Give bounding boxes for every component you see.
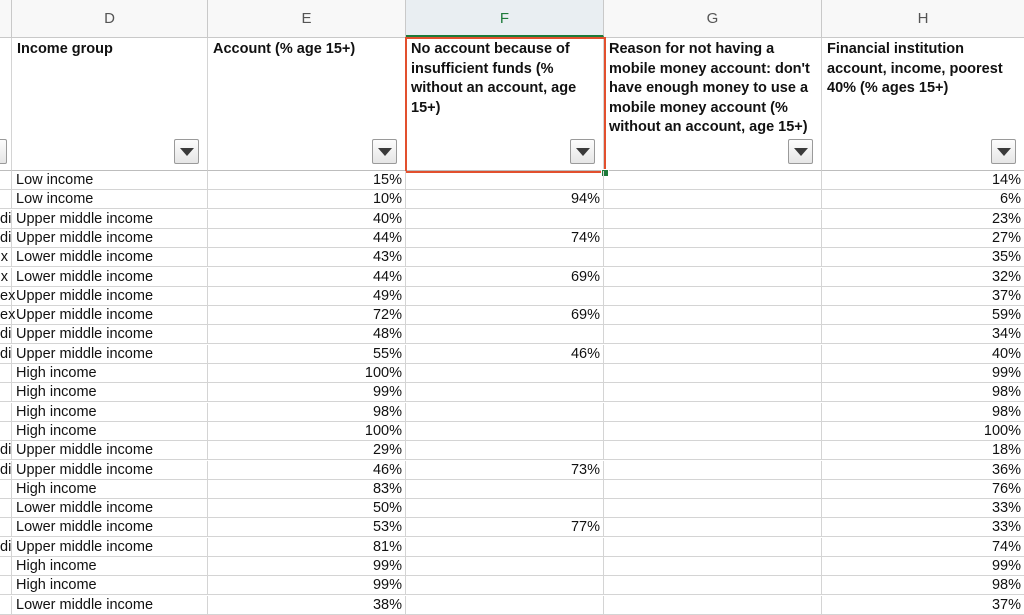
cell-no-account-insufficient-funds[interactable]: 74% [406, 229, 604, 248]
filter-button-g[interactable] [788, 139, 813, 164]
header-label-income-group: Income group [17, 41, 113, 57]
cell-mobile-money-reason[interactable] [604, 248, 822, 267]
cell-account[interactable]: 38% [208, 596, 406, 615]
cell-financial-institution-poorest[interactable]: 98% [822, 576, 1024, 595]
cell-income-group[interactable]: Lower middle income [12, 518, 208, 537]
cell-no-account-insufficient-funds[interactable] [406, 364, 604, 383]
cell-financial-institution-poorest[interactable]: 37% [822, 287, 1024, 306]
cell-account[interactable]: 50% [208, 499, 406, 518]
column-header-g[interactable]: G [604, 0, 822, 37]
cell-mobile-money-reason[interactable] [604, 518, 822, 537]
cell-col-c[interactable]: di [0, 461, 12, 478]
cell-mobile-money-reason[interactable] [604, 325, 822, 344]
cell-account[interactable]: 40% [208, 210, 406, 229]
table-row [0, 171, 1024, 190]
cell-financial-institution-poorest[interactable]: 18% [822, 441, 1024, 460]
cell-financial-institution-poorest[interactable]: 59% [822, 306, 1024, 325]
filter-dropdown-icon [180, 148, 194, 156]
cell-income-group[interactable]: High income [12, 383, 208, 402]
cell-financial-institution-poorest[interactable]: 99% [822, 557, 1024, 576]
cell-col-c[interactable] [0, 518, 12, 537]
filter-button-e[interactable] [372, 139, 397, 164]
cell-mobile-money-reason[interactable] [604, 422, 822, 441]
cell-mobile-money-reason[interactable] [604, 229, 822, 248]
table-row [0, 190, 1024, 209]
cell-financial-institution-poorest[interactable]: 34% [822, 325, 1024, 344]
cell-account[interactable]: 99% [208, 383, 406, 402]
table-row [0, 325, 1024, 344]
cell-mobile-money-reason[interactable] [604, 345, 822, 364]
cell-no-account-insufficient-funds[interactable]: 69% [406, 268, 604, 287]
table-row [0, 403, 1024, 422]
cell-no-account-insufficient-funds[interactable]: 77% [406, 518, 604, 537]
cell-income-group[interactable]: High income [12, 364, 208, 383]
cell-income-group[interactable]: Lower middle income [12, 268, 208, 287]
cell-financial-institution-poorest[interactable]: 33% [822, 499, 1024, 518]
cell-mobile-money-reason[interactable] [604, 171, 822, 190]
cell-no-account-insufficient-funds[interactable]: 73% [406, 461, 604, 480]
column-header-d[interactable]: D [12, 0, 208, 37]
cell-financial-institution-poorest[interactable]: 32% [822, 268, 1024, 287]
cell-income-group[interactable]: Upper middle income [12, 345, 208, 364]
cell-income-group[interactable]: Low income [12, 190, 208, 209]
cell-no-account-insufficient-funds[interactable] [406, 480, 604, 499]
cell-income-group[interactable]: Lower middle income [12, 248, 208, 267]
cell-col-c[interactable] [0, 480, 12, 499]
column-header-f[interactable]: F [406, 0, 604, 37]
column-header-e[interactable]: E [208, 0, 406, 37]
cell-no-account-insufficient-funds[interactable] [406, 499, 604, 518]
cell-income-group[interactable]: High income [12, 422, 208, 441]
cell-no-account-insufficient-funds[interactable] [406, 403, 604, 422]
cell-account[interactable]: 29% [208, 441, 406, 460]
cell-mobile-money-reason[interactable] [604, 190, 822, 209]
cell-mobile-money-reason[interactable] [604, 383, 822, 402]
cell-financial-institution-poorest[interactable]: 37% [822, 596, 1024, 615]
cell-mobile-money-reason[interactable] [604, 441, 822, 460]
cell-col-c[interactable] [0, 499, 12, 518]
cell-financial-institution-poorest[interactable]: 100% [822, 422, 1024, 441]
table-row [0, 248, 1024, 267]
cell-col-c[interactable]: x [0, 248, 12, 267]
cell-mobile-money-reason[interactable] [604, 596, 822, 615]
cell-col-c[interactable] [0, 383, 12, 402]
cell-account[interactable]: 72% [208, 306, 406, 325]
header-label-financial-institution-poorest: Financial institution account, income, poorest 40% (% ages 15+) [827, 41, 1003, 96]
table-row [0, 480, 1024, 499]
column-header-row [0, 0, 1024, 38]
cell-col-c[interactable] [0, 403, 12, 422]
cell-col-c[interactable] [0, 422, 12, 441]
cell-mobile-money-reason[interactable] [604, 210, 822, 229]
cell-financial-institution-poorest[interactable]: 35% [822, 248, 1024, 267]
cell-income-group[interactable]: Upper middle income [12, 210, 208, 229]
cell-income-group[interactable]: Low income [12, 171, 208, 190]
cell-financial-institution-poorest[interactable]: 40% [822, 345, 1024, 364]
filter-button-d[interactable] [174, 139, 199, 164]
column-header-c-partial[interactable] [0, 0, 12, 37]
cell-mobile-money-reason[interactable] [604, 538, 822, 557]
table-row [0, 229, 1024, 248]
cell-mobile-money-reason[interactable] [604, 364, 822, 383]
table-row [0, 268, 1024, 287]
table-row [0, 287, 1024, 306]
cell-col-c[interactable]: di [0, 345, 12, 362]
header-cell-mobile-money-reason[interactable] [604, 38, 822, 171]
header-cell-financial-institution-poorest[interactable] [822, 38, 1024, 171]
table-row [0, 461, 1024, 480]
cell-account[interactable]: 44% [208, 268, 406, 287]
cell-income-group[interactable]: Upper middle income [12, 287, 208, 306]
header-label-no-account-insufficient-funds: No account because of insufficient funds (% without an account, age 15+) [411, 41, 577, 116]
cell-col-c[interactable]: di [0, 326, 12, 343]
cell-mobile-money-reason[interactable] [604, 557, 822, 576]
cell-income-group[interactable]: High income [12, 576, 208, 595]
cell-financial-institution-poorest[interactable]: 76% [822, 480, 1024, 499]
cell-no-account-insufficient-funds[interactable]: 46% [406, 345, 604, 364]
table-row [0, 518, 1024, 537]
filter-dropdown-icon [997, 148, 1011, 156]
cell-financial-institution-poorest[interactable]: 27% [822, 229, 1024, 248]
cell-financial-institution-poorest[interactable]: 33% [822, 518, 1024, 537]
header-label-account: Account (% age 15+) [213, 41, 356, 57]
cell-no-account-insufficient-funds[interactable] [406, 576, 604, 595]
header-cell-c-partial[interactable] [0, 38, 12, 171]
cell-mobile-money-reason[interactable] [604, 403, 822, 422]
cell-col-c[interactable] [0, 576, 12, 595]
cell-income-group[interactable]: Upper middle income [12, 229, 208, 248]
cell-income-group[interactable]: High income [12, 403, 208, 422]
cell-col-c[interactable] [0, 190, 12, 209]
cell-account[interactable]: 98% [208, 403, 406, 422]
cell-no-account-insufficient-funds[interactable] [406, 325, 604, 344]
cell-account[interactable]: 100% [208, 422, 406, 441]
table-row [0, 422, 1024, 441]
cell-income-group[interactable]: Lower middle income [12, 596, 208, 615]
cell-income-group[interactable]: Lower middle income [12, 499, 208, 518]
cell-income-group[interactable]: Upper middle income [12, 461, 208, 480]
cell-account[interactable]: 55% [208, 345, 406, 364]
cell-income-group[interactable]: Upper middle income [12, 306, 208, 325]
cell-financial-institution-poorest[interactable]: 74% [822, 538, 1024, 557]
table-row [0, 557, 1024, 576]
cell-financial-institution-poorest[interactable]: 6% [822, 190, 1024, 209]
cell-no-account-insufficient-funds[interactable]: 94% [406, 190, 604, 209]
cell-mobile-money-reason[interactable] [604, 268, 822, 287]
cell-no-account-insufficient-funds[interactable] [406, 383, 604, 402]
header-cell-account[interactable] [208, 38, 406, 171]
cell-financial-institution-poorest[interactable]: 36% [822, 461, 1024, 480]
cell-col-c[interactable] [0, 171, 12, 190]
cell-no-account-insufficient-funds[interactable] [406, 422, 604, 441]
filter-dropdown-icon [794, 148, 808, 156]
cell-account[interactable]: 99% [208, 557, 406, 576]
table-row [0, 383, 1024, 402]
table-row [0, 345, 1024, 364]
filter-button-c[interactable] [0, 139, 7, 164]
cell-no-account-insufficient-funds[interactable] [406, 557, 604, 576]
cell-col-c[interactable] [0, 557, 12, 576]
table-row [0, 538, 1024, 557]
cell-mobile-money-reason[interactable] [604, 287, 822, 306]
table-row [0, 441, 1024, 460]
cell-col-c[interactable]: di [0, 442, 12, 459]
cell-no-account-insufficient-funds[interactable] [406, 287, 604, 306]
cell-account[interactable]: 49% [208, 287, 406, 306]
cell-mobile-money-reason[interactable] [604, 461, 822, 480]
table-row [0, 576, 1024, 595]
filter-button-h[interactable] [991, 139, 1016, 164]
cell-income-group[interactable]: Upper middle income [12, 325, 208, 344]
column-header-h[interactable]: H [917, 10, 929, 27]
cell-account[interactable]: 44% [208, 229, 406, 248]
cell-account[interactable]: 46% [208, 461, 406, 480]
cell-income-group[interactable]: Upper middle income [12, 538, 208, 557]
cell-col-c[interactable]: ex [0, 287, 16, 304]
header-label-mobile-money-reason: Reason for not having a mobile money account: don't have enough money to use a mobile money account (% without an account, age 15+) [609, 41, 810, 135]
cell-col-c[interactable]: di [0, 229, 12, 246]
cell-no-account-insufficient-funds[interactable] [406, 596, 604, 615]
cell-no-account-insufficient-funds[interactable] [406, 441, 604, 460]
cell-col-c[interactable]: di [0, 210, 12, 227]
cell-account[interactable]: 81% [208, 538, 406, 557]
cell-account[interactable]: 53% [208, 518, 406, 537]
cell-mobile-money-reason[interactable] [604, 576, 822, 595]
cell-no-account-insufficient-funds[interactable] [406, 171, 604, 190]
cell-financial-institution-poorest[interactable]: 98% [822, 403, 1024, 422]
cell-financial-institution-poorest[interactable]: 14% [822, 171, 1024, 190]
cell-income-group[interactable]: High income [12, 557, 208, 576]
table-row [0, 499, 1024, 518]
cell-income-group[interactable]: Upper middle income [12, 441, 208, 460]
cell-account[interactable]: 100% [208, 364, 406, 383]
cell-financial-institution-poorest[interactable]: 23% [822, 210, 1024, 229]
cell-financial-institution-poorest[interactable]: 98% [822, 383, 1024, 402]
cell-mobile-money-reason[interactable] [604, 306, 822, 325]
cell-account[interactable]: 43% [208, 248, 406, 267]
table-row [0, 364, 1024, 383]
table-row [0, 596, 1024, 615]
cell-col-c[interactable] [0, 364, 12, 383]
cell-income-group[interactable]: High income [12, 480, 208, 499]
table-row [0, 210, 1024, 229]
filter-button-f[interactable] [570, 139, 595, 164]
header-cell-income-group[interactable] [12, 38, 208, 171]
cell-no-account-insufficient-funds[interactable] [406, 538, 604, 557]
cell-col-c[interactable]: x [0, 268, 12, 287]
cell-mobile-money-reason[interactable] [604, 499, 822, 518]
cell-mobile-money-reason[interactable] [604, 480, 822, 499]
cell-account[interactable]: 99% [208, 576, 406, 595]
cell-account[interactable]: 48% [208, 325, 406, 344]
cell-col-c[interactable]: ex [0, 307, 16, 324]
table-row [0, 306, 1024, 325]
cell-account[interactable]: 83% [208, 480, 406, 499]
header-cell-no-account-insufficient-funds[interactable] [406, 38, 604, 171]
cell-col-c[interactable] [0, 596, 12, 615]
cell-account[interactable]: 10% [208, 190, 406, 209]
cell-no-account-insufficient-funds[interactable] [406, 210, 604, 229]
cell-account[interactable]: 15% [208, 171, 406, 190]
filter-dropdown-icon [576, 148, 590, 156]
cell-no-account-insufficient-funds[interactable] [406, 248, 604, 267]
filter-dropdown-icon [378, 148, 392, 156]
cell-no-account-insufficient-funds[interactable]: 69% [406, 306, 604, 325]
cell-col-c[interactable]: di [0, 538, 12, 555]
cell-financial-institution-poorest[interactable]: 99% [822, 364, 1024, 383]
